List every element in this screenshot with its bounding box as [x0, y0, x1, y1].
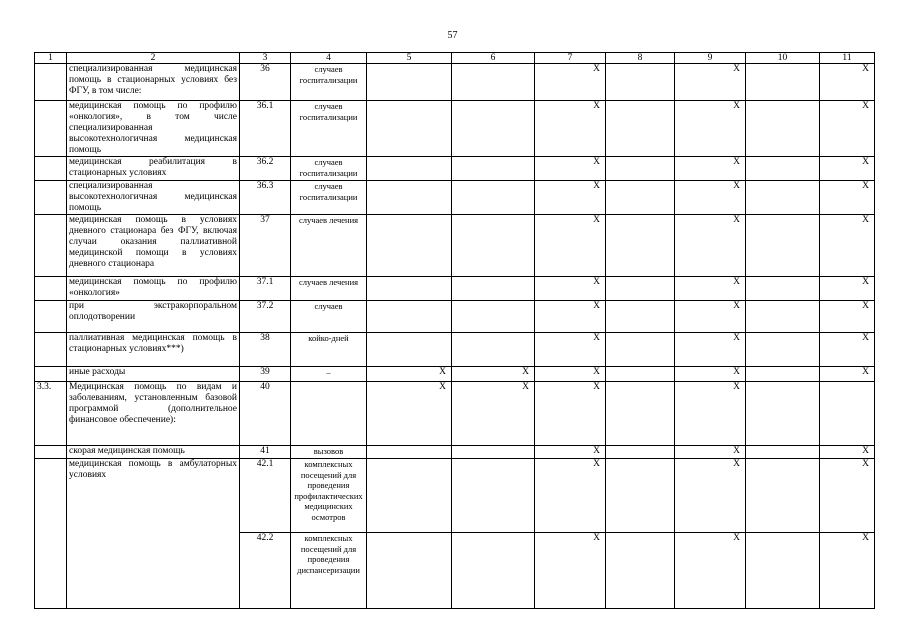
column-header: 4 [291, 53, 367, 64]
value-cell-8 [606, 277, 675, 301]
unit-cell: вызовов [291, 446, 367, 459]
section-number-cell [35, 301, 67, 333]
unit-cell: случаев госпитализации [291, 101, 367, 157]
value-cell-10 [746, 367, 820, 382]
table-row [35, 277, 875, 301]
section-number-cell [35, 459, 67, 533]
column-header: 7 [535, 53, 606, 64]
value-cell-10 [746, 459, 820, 533]
value-cell-6 [452, 301, 535, 333]
value-cell-10 [746, 446, 820, 459]
unit-cell: случаев [291, 301, 367, 333]
value-cell-7: X [535, 277, 606, 301]
indicator-name-cell: медицинская помощь по профилю «онкология», в том числе специализированная высокотехнологичная медицинская помощь [67, 101, 240, 157]
value-cell-7: X [535, 333, 606, 367]
value-cell-8 [606, 459, 675, 533]
indicator-name-cell [67, 533, 240, 609]
value-cell-11: X [820, 533, 875, 609]
value-cell-10 [746, 533, 820, 609]
unit-cell: случаев госпитализации [291, 157, 367, 181]
value-cell-8 [606, 382, 675, 446]
value-cell-6 [452, 181, 535, 215]
value-cell-9: X [675, 367, 746, 382]
value-cell-10 [746, 333, 820, 367]
value-cell-10 [746, 215, 820, 277]
value-cell-11: X [820, 64, 875, 101]
table-row [35, 64, 875, 101]
value-cell-5: X [367, 367, 452, 382]
unit-cell: комплексных посещений для проведения профилактических медицинских осмотров [291, 459, 367, 533]
unit-cell: случаев госпитализации [291, 64, 367, 101]
value-cell-6 [452, 215, 535, 277]
value-cell-7: X [535, 101, 606, 157]
row-code-cell: 36.2 [240, 157, 291, 181]
value-cell-8 [606, 301, 675, 333]
value-cell-9: X [675, 301, 746, 333]
table-row [35, 533, 875, 609]
value-cell-6 [452, 157, 535, 181]
value-cell-7: X [535, 301, 606, 333]
column-header: 8 [606, 53, 675, 64]
data-table [34, 52, 875, 609]
unit-cell [291, 382, 367, 446]
table-row [35, 333, 875, 367]
value-cell-8 [606, 181, 675, 215]
row-code-cell: 37.2 [240, 301, 291, 333]
table-row [35, 459, 875, 533]
indicator-name-cell: медицинская помощь в амбулаторных условиях [67, 459, 240, 533]
value-cell-11: X [820, 301, 875, 333]
table-row [35, 101, 875, 157]
value-cell-8 [606, 367, 675, 382]
section-number-cell [35, 277, 67, 301]
indicator-name-cell: медицинская помощь по профилю «онкология» [67, 277, 240, 301]
column-header: 2 [67, 53, 240, 64]
value-cell-5 [367, 333, 452, 367]
value-cell-5 [367, 157, 452, 181]
value-cell-8 [606, 101, 675, 157]
value-cell-9: X [675, 101, 746, 157]
value-cell-9: X [675, 181, 746, 215]
section-number-cell [35, 157, 67, 181]
value-cell-5 [367, 277, 452, 301]
unit-cell: – [291, 367, 367, 382]
table-row [35, 157, 875, 181]
value-cell-8 [606, 64, 675, 101]
value-cell-5 [367, 215, 452, 277]
indicator-name-cell: специализированная высокотехнологичная медицинская помощь [67, 181, 240, 215]
value-cell-9: X [675, 459, 746, 533]
section-number-cell: 3.3. [35, 382, 67, 446]
row-code-cell: 37.1 [240, 277, 291, 301]
value-cell-5 [367, 459, 452, 533]
value-cell-6 [452, 64, 535, 101]
value-cell-10 [746, 301, 820, 333]
row-code-cell: 39 [240, 367, 291, 382]
page-number: 57 [447, 30, 458, 41]
value-cell-7: X [535, 157, 606, 181]
unit-cell: комплексных посещений для проведения диспансеризации [291, 533, 367, 609]
value-cell-8 [606, 533, 675, 609]
section-number-cell [35, 446, 67, 459]
value-cell-6 [452, 533, 535, 609]
value-cell-5 [367, 181, 452, 215]
value-cell-8 [606, 446, 675, 459]
indicator-name-cell: специализированная медицинская помощь в стационарных условиях без ФГУ, в том числе: [67, 64, 240, 101]
row-code-cell: 42.2 [240, 533, 291, 609]
column-header: 3 [240, 53, 291, 64]
value-cell-9: X [675, 157, 746, 181]
row-code-cell: 41 [240, 446, 291, 459]
indicator-name-cell: скорая медицинская помощь [67, 446, 240, 459]
value-cell-6 [452, 333, 535, 367]
value-cell-6: X [452, 367, 535, 382]
section-number-cell [35, 533, 67, 609]
table-row [35, 215, 875, 277]
section-number-cell [35, 333, 67, 367]
value-cell-7: X [535, 446, 606, 459]
indicator-name-cell: медицинская реабилитация в стационарных условиях [67, 157, 240, 181]
value-cell-10 [746, 101, 820, 157]
value-cell-6 [452, 459, 535, 533]
row-code-cell: 36.1 [240, 101, 291, 157]
section-number-cell [35, 101, 67, 157]
value-cell-10 [746, 157, 820, 181]
value-cell-7: X [535, 459, 606, 533]
value-cell-6 [452, 277, 535, 301]
section-number-cell [35, 215, 67, 277]
value-cell-9: X [675, 64, 746, 101]
value-cell-9: X [675, 333, 746, 367]
value-cell-5 [367, 101, 452, 157]
row-code-cell: 42.1 [240, 459, 291, 533]
value-cell-11: X [820, 101, 875, 157]
value-cell-8 [606, 157, 675, 181]
table-row [35, 446, 875, 459]
value-cell-7: X [535, 533, 606, 609]
value-cell-9: X [675, 533, 746, 609]
value-cell-6: X [452, 382, 535, 446]
indicator-name-cell: при экстракорпоральном оплодотворении [67, 301, 240, 333]
indicator-name-cell: иные расходы [67, 367, 240, 382]
column-header: 6 [452, 53, 535, 64]
value-cell-10 [746, 382, 820, 446]
value-cell-7: X [535, 367, 606, 382]
value-cell-11: X [820, 367, 875, 382]
value-cell-5 [367, 533, 452, 609]
table-row [35, 301, 875, 333]
column-header: 11 [820, 53, 875, 64]
value-cell-9: X [675, 277, 746, 301]
value-cell-5: X [367, 382, 452, 446]
value-cell-11: X [820, 215, 875, 277]
table-row [35, 181, 875, 215]
value-cell-5 [367, 301, 452, 333]
row-code-cell: 40 [240, 382, 291, 446]
indicator-name-cell: паллиативная медицинская помощь в стационарных условиях***) [67, 333, 240, 367]
unit-cell: случаев лечения [291, 277, 367, 301]
value-cell-9: X [675, 446, 746, 459]
section-number-cell [35, 64, 67, 101]
value-cell-7: X [535, 215, 606, 277]
value-cell-10 [746, 64, 820, 101]
value-cell-11: X [820, 157, 875, 181]
value-cell-8 [606, 215, 675, 277]
value-cell-11: X [820, 277, 875, 301]
row-code-cell: 37 [240, 215, 291, 277]
unit-cell: случаев лечения [291, 215, 367, 277]
column-header: 9 [675, 53, 746, 64]
table-row [35, 382, 875, 446]
column-header: 1 [35, 53, 67, 64]
table-row [35, 367, 875, 382]
indicator-name-cell: Медицинская помощь по видам и заболеваниям, установленным базовой программой (дополнительное финансовое обеспечение): [67, 382, 240, 446]
header-row [35, 53, 875, 64]
value-cell-5 [367, 64, 452, 101]
row-code-cell: 38 [240, 333, 291, 367]
value-cell-11: X [820, 459, 875, 533]
section-number-cell [35, 367, 67, 382]
value-cell-7: X [535, 382, 606, 446]
value-cell-9: X [675, 215, 746, 277]
column-header: 5 [367, 53, 452, 64]
unit-cell: койко-дней [291, 333, 367, 367]
value-cell-11: X [820, 181, 875, 215]
column-header: 10 [746, 53, 820, 64]
value-cell-10 [746, 277, 820, 301]
indicator-name-cell: медицинская помощь в условиях дневного стационара без ФГУ, включая случаи оказания паллиативной медицинской помощи в условиях дневного стационара [67, 215, 240, 277]
value-cell-7: X [535, 181, 606, 215]
section-number-cell [35, 181, 67, 215]
value-cell-10 [746, 181, 820, 215]
value-cell-7: X [535, 64, 606, 101]
value-cell-8 [606, 333, 675, 367]
value-cell-6 [452, 446, 535, 459]
row-code-cell: 36.3 [240, 181, 291, 215]
row-code-cell: 36 [240, 64, 291, 101]
value-cell-9: X [675, 382, 746, 446]
value-cell-11: X [820, 446, 875, 459]
value-cell-6 [452, 101, 535, 157]
value-cell-11 [820, 382, 875, 446]
value-cell-5 [367, 446, 452, 459]
unit-cell: случаев госпитализации [291, 181, 367, 215]
value-cell-11: X [820, 333, 875, 367]
